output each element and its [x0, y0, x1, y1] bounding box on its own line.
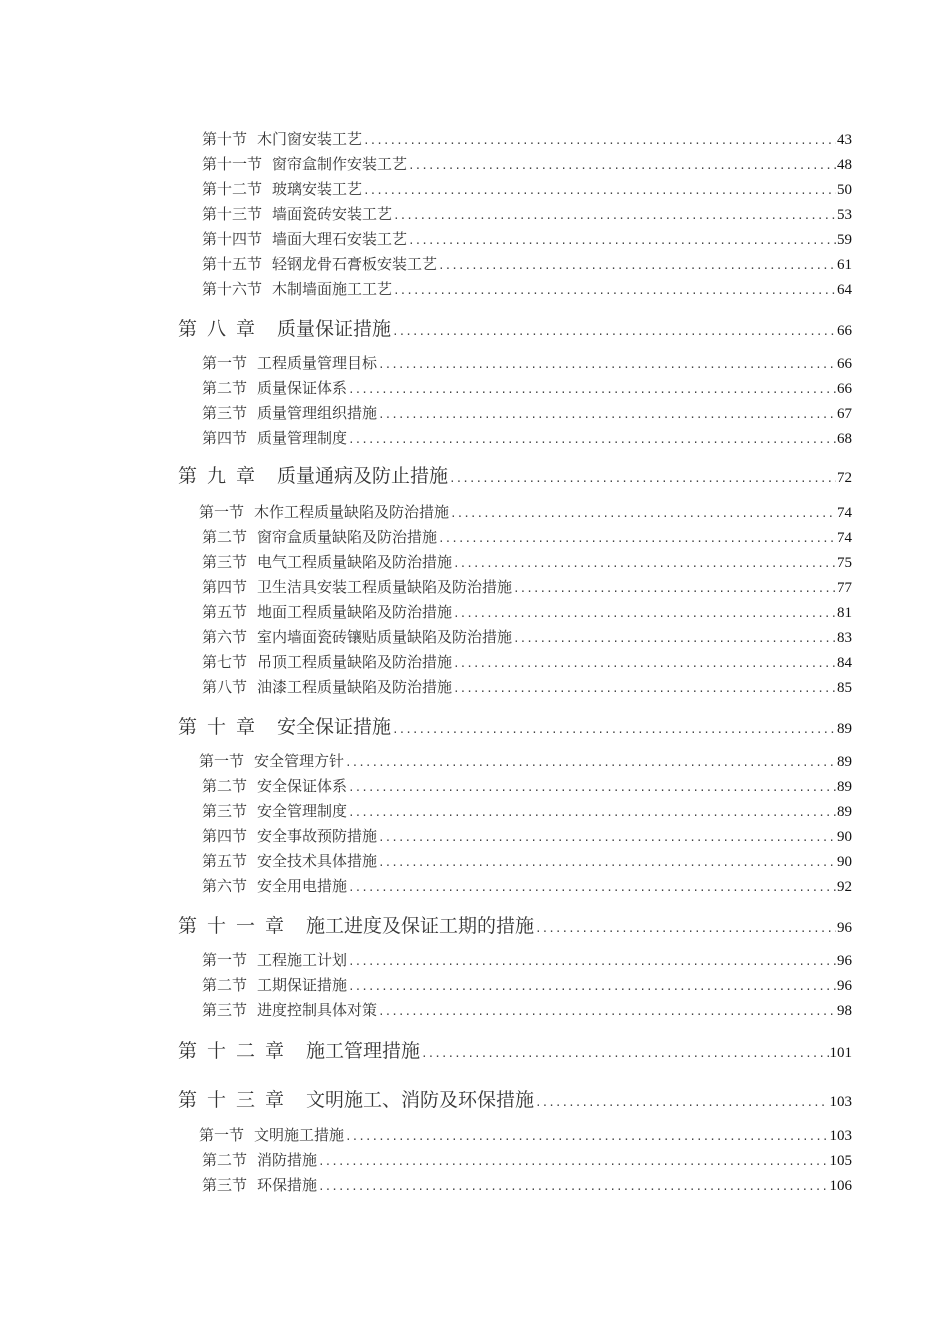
dot-leader: [453, 682, 836, 695]
page-number: 96: [837, 978, 852, 994]
toc-entry-section[interactable]: [202, 601, 852, 622]
dot-leader: [345, 1130, 828, 1143]
page-number: 83: [837, 630, 852, 646]
page-number: 90: [837, 854, 852, 870]
toc-entry-section[interactable]: [202, 228, 852, 249]
dot-leader: [348, 383, 836, 396]
chapter-label: 第十三章: [178, 1089, 295, 1111]
toc-entry-section[interactable]: [202, 800, 852, 821]
section-title: 墙面瓷砖安装工艺: [272, 205, 393, 223]
page-number: 84: [837, 655, 852, 671]
section-title: 工期保证措施: [257, 976, 348, 994]
toc-entry-section[interactable]: [202, 999, 852, 1020]
dot-leader: [421, 1047, 828, 1060]
chapter-label: 第十一章: [178, 915, 295, 937]
section-label: 第一节: [199, 752, 245, 770]
toc-entry-section[interactable]: [202, 825, 852, 846]
section-title: 文明施工措施: [254, 1126, 345, 1144]
section-label: 第二节: [202, 1151, 248, 1169]
toc-entry-section[interactable]: [202, 974, 852, 995]
section-label: 第十一节: [202, 155, 263, 173]
section-label: 第一节: [199, 503, 245, 521]
toc-entry-section[interactable]: [202, 949, 852, 970]
page-number: 77: [837, 580, 852, 596]
section-title: 室内墙面瓷砖镶贴质量缺陷及防治措施: [257, 628, 513, 646]
section-label: 第七节: [202, 653, 248, 671]
section-label: 第五节: [202, 852, 248, 870]
section-label: 第三节: [202, 404, 248, 422]
section-label: 第一节: [202, 951, 248, 969]
dot-leader: [378, 856, 836, 869]
section-label: 第十节: [202, 130, 248, 148]
section-title: 木门窗安装工艺: [257, 130, 363, 148]
chapter-title: 安全保证措施: [277, 716, 392, 738]
page-number: 85: [837, 680, 852, 696]
toc-entry-section[interactable]: [202, 253, 852, 274]
toc-entry-section[interactable]: [202, 203, 852, 224]
page-number: 67: [837, 406, 852, 422]
section-title: 工程施工计划: [257, 951, 348, 969]
page-number: 103: [829, 1128, 852, 1144]
dot-leader: [450, 507, 836, 520]
section-label: 第四节: [202, 429, 248, 447]
section-title: 工程质量管理目标: [257, 354, 378, 372]
dot-leader: [392, 723, 836, 736]
section-label: 第三节: [202, 1176, 248, 1194]
toc-entry-chapter[interactable]: [178, 911, 852, 938]
dot-leader: [348, 955, 836, 968]
page-number: 101: [829, 1045, 852, 1061]
page-number: 50: [837, 182, 852, 198]
section-label: 第五节: [202, 603, 248, 621]
section-title: 油漆工程质量缺陷及防治措施: [257, 678, 453, 696]
section-title: 消防措施: [257, 1151, 318, 1169]
section-label: 第二节: [202, 976, 248, 994]
toc-entry-section[interactable]: [202, 676, 852, 697]
toc-entry-section[interactable]: [202, 1174, 852, 1195]
toc-entry-section[interactable]: [202, 875, 852, 896]
toc-entry-section[interactable]: [202, 377, 852, 398]
page-number: 59: [837, 232, 852, 248]
toc-entry-section[interactable]: [202, 128, 852, 149]
page-number: 48: [837, 157, 852, 173]
page-number: 103: [829, 1094, 852, 1110]
dot-leader: [378, 831, 836, 844]
dot-leader: [348, 806, 836, 819]
dot-leader: [453, 607, 836, 620]
dot-leader: [513, 582, 836, 595]
section-label: 第一节: [202, 354, 248, 372]
toc-entry-section[interactable]: [199, 1124, 852, 1145]
section-title: 木作工程质量缺陷及防治措施: [254, 503, 450, 521]
toc-entry-section[interactable]: [202, 352, 852, 373]
page-number: 66: [837, 381, 852, 397]
chapter-label: 第八章: [178, 318, 266, 340]
dot-leader: [348, 781, 836, 794]
toc-entry-section[interactable]: [199, 501, 852, 522]
page-number: 61: [837, 257, 852, 273]
section-title: 进度控制具体对策: [257, 1001, 378, 1019]
toc-entry-section[interactable]: [202, 626, 852, 647]
chapter-label: 第十章: [178, 716, 266, 738]
section-label: 第三节: [202, 802, 248, 820]
section-title: 安全事故预防措施: [257, 827, 378, 845]
section-title: 地面工程质量缺陷及防治措施: [257, 603, 453, 621]
page-number: 43: [837, 132, 852, 148]
section-label: 第三节: [202, 553, 248, 571]
chapter-label: 第十二章: [178, 1040, 295, 1062]
section-title: 质量管理制度: [257, 429, 348, 447]
dot-leader: [348, 881, 836, 894]
toc-entry-section[interactable]: [202, 551, 852, 572]
toc-entry-section[interactable]: [202, 278, 852, 299]
page-number: 74: [837, 505, 852, 521]
dot-leader: [318, 1155, 828, 1168]
dot-leader: [392, 325, 836, 338]
chapter-label: 第九章: [178, 465, 266, 487]
section-label: 第二节: [202, 777, 248, 795]
section-label: 第三节: [202, 1001, 248, 1019]
dot-leader: [513, 632, 836, 645]
dot-leader: [535, 922, 836, 935]
toc-entry-section[interactable]: [202, 526, 852, 547]
toc-entry-chapter[interactable]: [178, 712, 852, 739]
toc-entry-section[interactable]: [202, 775, 852, 796]
toc-entry-section[interactable]: [202, 427, 852, 448]
chapter-title: 施工管理措施: [306, 1040, 421, 1062]
dot-leader: [393, 209, 836, 222]
section-title: 窗帘盒质量缺陷及防治措施: [257, 528, 438, 546]
page-number: 53: [837, 207, 852, 223]
toc-entry-chapter[interactable]: [178, 314, 852, 341]
chapter-title: 文明施工、消防及环保措施: [306, 1089, 535, 1111]
section-label: 第十二节: [202, 180, 263, 198]
dot-leader: [438, 532, 836, 545]
section-title: 安全保证体系: [257, 777, 348, 795]
section-title: 窗帘盒制作安装工艺: [272, 155, 408, 173]
page-number: 106: [829, 1178, 852, 1194]
page-number: 66: [837, 323, 852, 339]
dot-leader: [378, 408, 836, 421]
toc-entry-chapter[interactable]: [178, 461, 852, 488]
page-number: 68: [837, 431, 852, 447]
toc-entry-section[interactable]: [202, 576, 852, 597]
section-title: 质量管理组织措施: [257, 404, 378, 422]
page-number: 74: [837, 530, 852, 546]
section-label: 第十三节: [202, 205, 263, 223]
page-number: 81: [837, 605, 852, 621]
dot-leader: [363, 184, 836, 197]
section-label: 第一节: [199, 1126, 245, 1144]
dot-leader: [318, 1180, 828, 1193]
page-number: 90: [837, 829, 852, 845]
dot-leader: [449, 472, 836, 485]
page-number: 89: [837, 779, 852, 795]
section-title: 轻钢龙骨石膏板安装工艺: [272, 255, 438, 273]
dot-leader: [378, 1005, 836, 1018]
section-title: 安全管理制度: [257, 802, 348, 820]
page-number: 96: [837, 953, 852, 969]
section-title: 安全管理方针: [254, 752, 345, 770]
section-title: 卫生洁具安装工程质量缺陷及防治措施: [257, 578, 513, 596]
section-label: 第四节: [202, 578, 248, 596]
section-label: 第四节: [202, 827, 248, 845]
toc-entry-section[interactable]: [199, 750, 852, 771]
section-title: 环保措施: [257, 1176, 318, 1194]
dot-leader: [453, 657, 836, 670]
section-title: 吊顶工程质量缺陷及防治措施: [257, 653, 453, 671]
section-label: 第二节: [202, 379, 248, 397]
dot-leader: [378, 358, 836, 371]
section-label: 第十五节: [202, 255, 263, 273]
section-title: 木制墙面施工工艺: [272, 280, 393, 298]
toc-entry-section[interactable]: [202, 153, 852, 174]
dot-leader: [393, 284, 836, 297]
dot-leader: [438, 259, 836, 272]
page-number: 92: [837, 879, 852, 895]
dot-leader: [348, 433, 836, 446]
chapter-title: 质量保证措施: [277, 318, 392, 340]
section-label: 第八节: [202, 678, 248, 696]
dot-leader: [408, 159, 836, 172]
section-title: 安全用电措施: [257, 877, 348, 895]
page-number: 105: [829, 1153, 852, 1169]
dot-leader: [535, 1096, 828, 1109]
toc-entry-section[interactable]: [202, 1149, 852, 1170]
dot-leader: [363, 134, 836, 147]
toc-entry-chapter[interactable]: [178, 1036, 852, 1063]
section-label: 第二节: [202, 528, 248, 546]
section-label: 第十六节: [202, 280, 263, 298]
toc-entry-section[interactable]: [202, 402, 852, 423]
dot-leader: [408, 234, 836, 247]
section-title: 墙面大理石安装工艺: [272, 230, 408, 248]
page-number: 96: [837, 920, 852, 936]
page-number: 89: [837, 804, 852, 820]
page-number: 98: [837, 1003, 852, 1019]
page-number: 89: [837, 721, 852, 737]
section-title: 安全技术具体措施: [257, 852, 378, 870]
toc-entry-section[interactable]: [202, 178, 852, 199]
section-label: 第六节: [202, 628, 248, 646]
toc-entry-section[interactable]: [202, 651, 852, 672]
page-number: 66: [837, 356, 852, 372]
page-number: 64: [837, 282, 852, 298]
dot-leader: [348, 980, 836, 993]
chapter-title: 施工进度及保证工期的措施: [306, 915, 535, 937]
dot-leader: [345, 756, 836, 769]
dot-leader: [453, 557, 836, 570]
section-title: 质量保证体系: [257, 379, 348, 397]
section-title: 电气工程质量缺陷及防治措施: [257, 553, 453, 571]
toc-entry-section[interactable]: [202, 850, 852, 871]
chapter-title: 质量通病及防止措施: [277, 465, 449, 487]
toc-entry-chapter[interactable]: [178, 1085, 852, 1112]
page-number: 89: [837, 754, 852, 770]
section-label: 第十四节: [202, 230, 263, 248]
section-label: 第六节: [202, 877, 248, 895]
page-number: 72: [837, 470, 852, 486]
page-number: 75: [837, 555, 852, 571]
section-title: 玻璃安装工艺: [272, 180, 363, 198]
